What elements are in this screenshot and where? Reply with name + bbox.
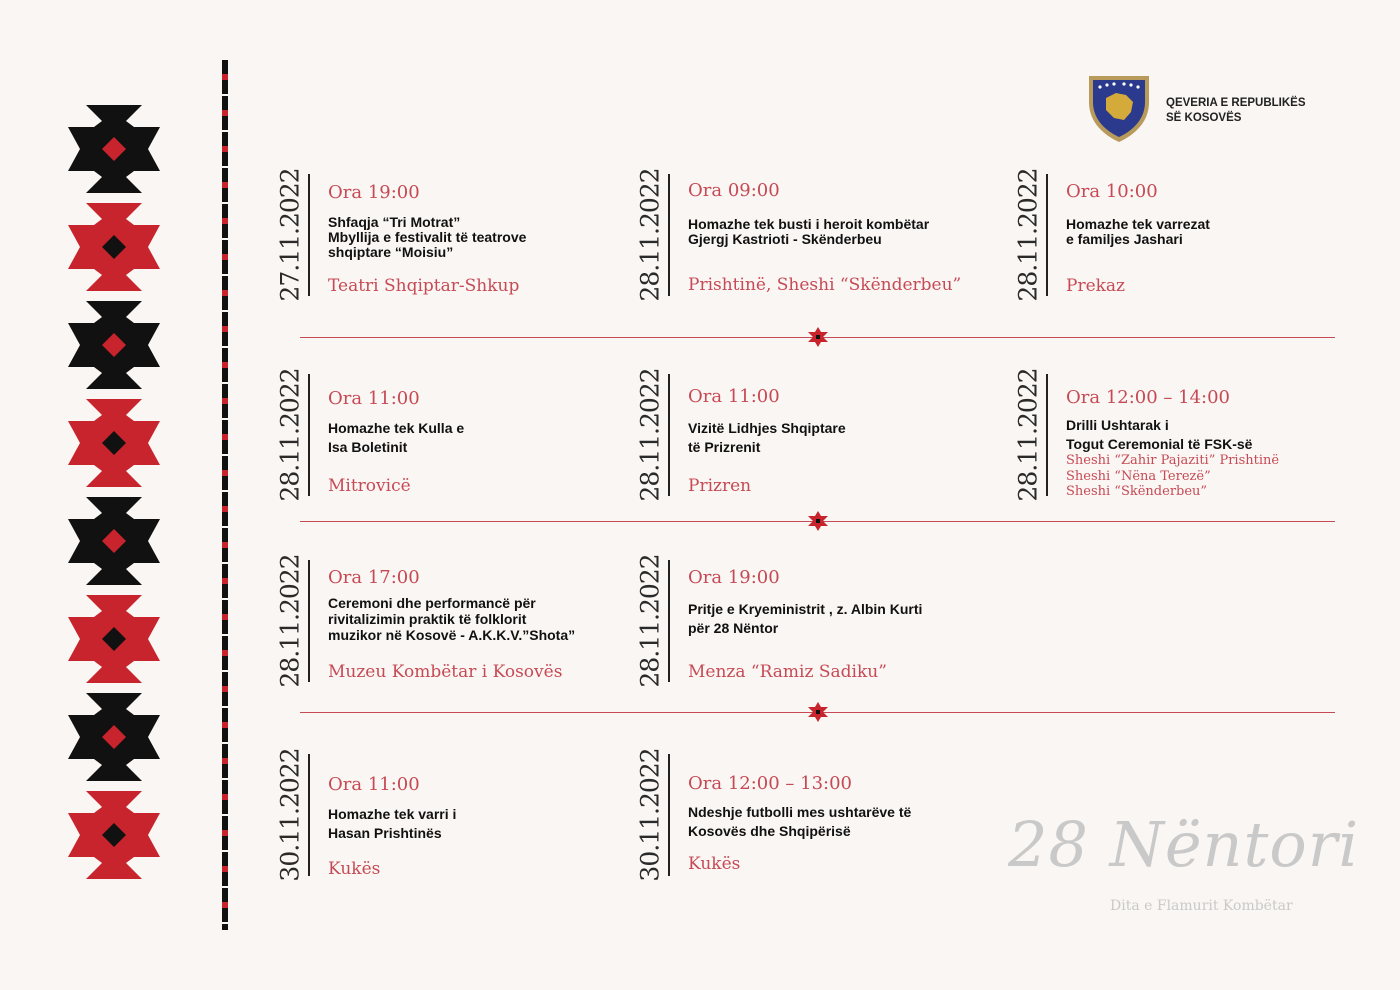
event-place: Menza “Ramiz Sadiku” (688, 662, 887, 682)
event-date: 28.11.2022 (1013, 168, 1043, 302)
event-place: Prishtinë, Sheshi “Skënderbeu” (688, 275, 962, 295)
event-title: Homazhe tek Kulla e Isa Boletinit (328, 420, 465, 455)
event-title: Homazhe tek varri i Hasan Prishtinës (328, 806, 457, 841)
date-divider (308, 174, 310, 296)
event-places: Sheshi “Zahir Pajaziti” Prishtinë Sheshi “Nëna Terezë” Sheshi “Skënderbeu” (1066, 453, 1280, 499)
albanian-motif-icon (68, 791, 160, 879)
albanian-motif-icon (68, 203, 160, 291)
event-time: Ora 11:00 (328, 774, 420, 795)
event-title: Pritje e Kryeministrit , z. Albin Kurti për 28 Nëntor (688, 601, 923, 636)
event-card (635, 748, 966, 882)
event-date: 28.11.2022 (275, 554, 305, 688)
event-time: Ora 11:00 (328, 388, 420, 409)
event-date: 28.11.2022 (635, 554, 665, 688)
divider-ornament-icon (808, 327, 828, 347)
albanian-motif-icon (68, 105, 160, 193)
event-title: Shfaqja “Tri Motrat” Mbyllija e festivalit të teatrove shqiptare “Moisiu” (328, 214, 527, 260)
albanian-motif-icon (68, 301, 160, 389)
event-card (1013, 168, 1344, 302)
event-place: Muzeu Kombëtar i Kosovës (328, 662, 563, 682)
event-card (635, 368, 966, 502)
event-card (275, 168, 606, 302)
footer-subtitle: Dita e Flamurit Kombëtar (1110, 898, 1293, 914)
event-time: Ora 19:00 (688, 567, 780, 588)
event-place: Kukës (688, 854, 741, 874)
event-time: Ora 10:00 (1066, 181, 1158, 202)
date-divider (668, 174, 670, 296)
event-place: Prizren (688, 476, 752, 496)
event-place: Prekaz (1066, 276, 1126, 296)
event-date: 28.11.2022 (275, 368, 305, 502)
event-place: Mitrovicë (328, 476, 411, 496)
event-date: 28.11.2022 (635, 368, 665, 502)
event-card (635, 168, 966, 302)
government-line-1: QEVERIA E REPUBLIKËS (1166, 97, 1306, 109)
event-date: 28.11.2022 (635, 168, 665, 302)
event-date: 28.11.2022 (1013, 368, 1043, 502)
event-time: Ora 12:00 – 13:00 (688, 773, 853, 794)
event-card (275, 554, 606, 688)
date-divider (308, 754, 310, 876)
date-divider (668, 754, 670, 876)
event-title: Homazhe tek varrezat e familjes Jashari (1066, 216, 1210, 247)
date-divider (668, 560, 670, 682)
event-card (635, 554, 966, 688)
event-place: Teatri Shqiptar-Shkup (328, 276, 520, 296)
date-divider (308, 374, 310, 496)
event-date: 27.11.2022 (275, 168, 305, 302)
event-card (1013, 368, 1344, 502)
albanian-motif-icon (68, 595, 160, 683)
event-title: Ndeshje futbolli mes ushtarëve të Kosovës dhe Shqipërisë (688, 804, 912, 839)
event-time: Ora 12:00 – 14:00 (1066, 387, 1231, 408)
kosovo-coat-of-arms-icon (1086, 72, 1152, 144)
event-title: Drilli Ushtarak i Togut Ceremonial të FSK-së (1066, 417, 1253, 452)
event-time: Ora 19:00 (328, 182, 420, 203)
date-divider (668, 374, 670, 496)
motif-column (0, 0, 230, 990)
footer-title: 28 Nëntori (1008, 808, 1360, 881)
event-time: Ora 17:00 (328, 567, 420, 588)
date-divider (1046, 374, 1048, 496)
event-title: Homazhe tek busti i heroit kombëtar Gjergj Kastrioti - Skënderbeu (688, 216, 930, 247)
date-divider (1046, 174, 1048, 296)
event-card (275, 368, 606, 502)
divider-ornament-icon (808, 702, 828, 722)
date-divider (308, 560, 310, 682)
government-line-2: SË KOSOVËS (1166, 112, 1242, 124)
event-title: Ceremoni dhe performancë për rivitalizimin praktik të folklorit muzikor në Kosovë - A.K.K.V.”Shota” (328, 595, 576, 643)
albanian-motif-icon (68, 693, 160, 781)
government-label (1166, 96, 1306, 126)
decorative-vertical-line (222, 60, 228, 930)
event-date: 30.11.2022 (635, 748, 665, 882)
albanian-motif-icon (68, 399, 160, 487)
event-time: Ora 11:00 (688, 386, 780, 407)
divider-ornament-icon (808, 511, 828, 531)
event-place: Kukës (328, 859, 381, 879)
event-title: Vizitë Lidhjes Shqiptare të Prizrenit (688, 420, 846, 455)
event-time: Ora 09:00 (688, 180, 780, 201)
albanian-motif-icon (68, 497, 160, 585)
event-date: 30.11.2022 (275, 748, 305, 882)
event-card (275, 748, 606, 882)
